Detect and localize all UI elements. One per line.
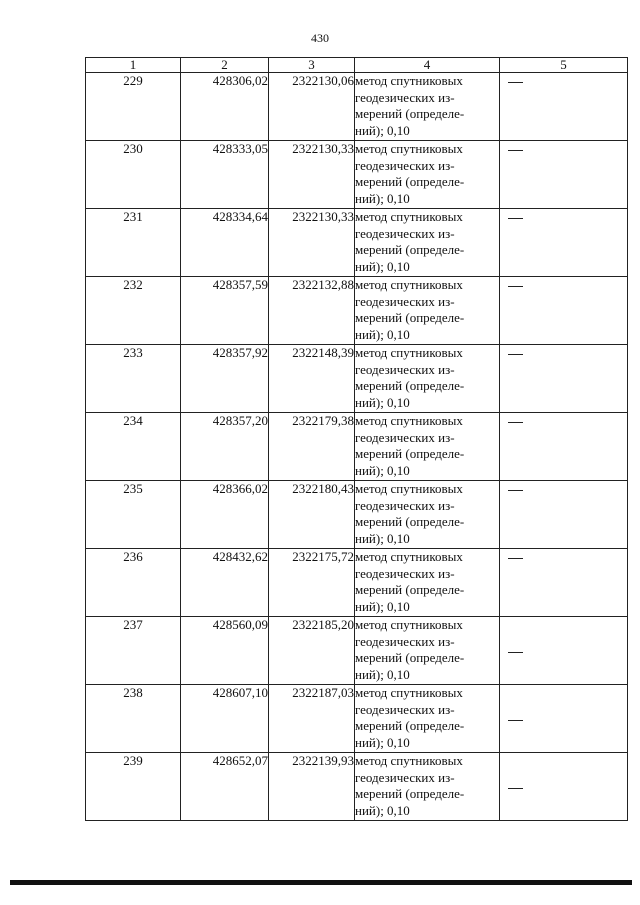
method-cell xyxy=(355,277,500,345)
note-cell xyxy=(500,617,628,685)
method-cell xyxy=(355,73,500,141)
method-cell xyxy=(355,549,500,617)
bottom-rule xyxy=(10,880,632,885)
method-line: геодезических из- xyxy=(355,89,455,105)
column-header-5: 5 xyxy=(500,58,628,73)
note-cell xyxy=(500,413,628,481)
method-line: мерений (определе- xyxy=(355,718,465,733)
dash-mark xyxy=(508,558,523,559)
point-number-cell: 235 xyxy=(86,481,181,549)
method-line: мерений (определе- xyxy=(355,174,465,189)
method-line: метод спутниковых xyxy=(355,413,463,428)
point-number-cell: 239 xyxy=(86,753,181,821)
point-number-cell: 236 xyxy=(86,549,181,617)
method-line: метод спутниковых xyxy=(355,345,463,360)
y-coordinate-cell: 2322130,33 xyxy=(269,141,355,209)
point-number-cell: 237 xyxy=(86,617,181,685)
method-line: геодезических из- xyxy=(355,633,455,649)
method-line: мерений (определе- xyxy=(355,310,465,325)
note-cell xyxy=(500,753,628,821)
note-cell xyxy=(500,685,628,753)
table-row xyxy=(86,141,628,209)
column-header-4: 4 xyxy=(355,58,500,73)
dash-mark xyxy=(508,788,523,789)
method-line: геодезических из- xyxy=(355,293,455,309)
method-line: ний); 0,10 xyxy=(355,190,410,206)
dash-mark xyxy=(508,720,523,721)
method-cell xyxy=(355,209,500,277)
x-coordinate-cell: 428432,62 xyxy=(181,549,269,617)
method-line: мерений (определе- xyxy=(355,514,465,529)
point-number-cell: 234 xyxy=(86,413,181,481)
point-number-cell: 231 xyxy=(86,209,181,277)
method-line: геодезических из- xyxy=(355,701,455,717)
method-line: ний); 0,10 xyxy=(355,394,410,410)
method-line: метод спутниковых xyxy=(355,73,463,88)
table-row xyxy=(86,685,628,753)
note-cell xyxy=(500,209,628,277)
method-cell xyxy=(355,345,500,413)
note-cell xyxy=(500,73,628,141)
dash-mark xyxy=(508,82,523,83)
x-coordinate-cell: 428357,20 xyxy=(181,413,269,481)
dash-mark xyxy=(508,286,523,287)
y-coordinate-cell: 2322148,39 xyxy=(269,345,355,413)
point-number-cell: 230 xyxy=(86,141,181,209)
table-header xyxy=(86,58,628,73)
x-coordinate-cell: 428652,07 xyxy=(181,753,269,821)
method-line: мерений (определе- xyxy=(355,650,465,665)
coordinates-table xyxy=(85,57,628,821)
x-coordinate-cell: 428357,92 xyxy=(181,345,269,413)
method-line: геодезических из- xyxy=(355,497,455,513)
y-coordinate-cell: 2322130,33 xyxy=(269,209,355,277)
method-line: ний); 0,10 xyxy=(355,666,410,682)
x-coordinate-cell: 428333,05 xyxy=(181,141,269,209)
y-coordinate-cell: 2322180,43 xyxy=(269,481,355,549)
method-cell xyxy=(355,685,500,753)
method-line: метод спутниковых xyxy=(355,617,463,632)
dash-mark xyxy=(508,218,523,219)
y-coordinate-cell: 2322139,93 xyxy=(269,753,355,821)
dash-mark xyxy=(508,422,523,423)
dash-mark xyxy=(508,150,523,151)
method-line: ний); 0,10 xyxy=(355,530,410,546)
method-cell xyxy=(355,141,500,209)
method-cell xyxy=(355,753,500,821)
table-row xyxy=(86,73,628,141)
x-coordinate-cell: 428560,09 xyxy=(181,617,269,685)
note-cell xyxy=(500,345,628,413)
method-line: ний); 0,10 xyxy=(355,598,410,614)
method-line: геодезических из- xyxy=(355,157,455,173)
note-cell xyxy=(500,549,628,617)
x-coordinate-cell: 428357,59 xyxy=(181,277,269,345)
column-header-2: 2 xyxy=(181,58,269,73)
table-row xyxy=(86,481,628,549)
method-line: мерений (определе- xyxy=(355,106,465,121)
method-line: геодезических из- xyxy=(355,225,455,241)
method-cell xyxy=(355,481,500,549)
x-coordinate-cell: 428334,64 xyxy=(181,209,269,277)
method-line: мерений (определе- xyxy=(355,446,465,461)
table-row xyxy=(86,277,628,345)
y-coordinate-cell: 2322130,06 xyxy=(269,73,355,141)
x-coordinate-cell: 428607,10 xyxy=(181,685,269,753)
method-line: мерений (определе- xyxy=(355,242,465,257)
y-coordinate-cell: 2322185,20 xyxy=(269,617,355,685)
method-line: геодезических из- xyxy=(355,565,455,581)
method-line: метод спутниковых xyxy=(355,141,463,156)
y-coordinate-cell: 2322132,88 xyxy=(269,277,355,345)
column-header-3: 3 xyxy=(269,58,355,73)
note-cell xyxy=(500,141,628,209)
table-row xyxy=(86,413,628,481)
note-cell xyxy=(500,277,628,345)
method-line: ний); 0,10 xyxy=(355,462,410,478)
table-row xyxy=(86,209,628,277)
table-body xyxy=(86,73,628,821)
point-number-cell: 238 xyxy=(86,685,181,753)
method-line: мерений (определе- xyxy=(355,378,465,393)
method-line: мерений (определе- xyxy=(355,786,465,801)
method-line: ний); 0,10 xyxy=(355,258,410,274)
point-number-cell: 233 xyxy=(86,345,181,413)
method-line: мерений (определе- xyxy=(355,582,465,597)
method-cell xyxy=(355,617,500,685)
x-coordinate-cell: 428306,02 xyxy=(181,73,269,141)
point-number-cell: 229 xyxy=(86,73,181,141)
column-header-1: 1 xyxy=(86,58,181,73)
method-line: ний); 0,10 xyxy=(355,802,410,818)
dash-mark xyxy=(508,354,523,355)
method-line: метод спутниковых xyxy=(355,753,463,768)
method-line: ний); 0,10 xyxy=(355,326,410,342)
table-row xyxy=(86,549,628,617)
method-cell xyxy=(355,413,500,481)
method-line: метод спутниковых xyxy=(355,685,463,700)
page-number: 430 xyxy=(311,31,329,45)
point-number-cell: 232 xyxy=(86,277,181,345)
method-line: геодезических из- xyxy=(355,769,455,785)
note-cell xyxy=(500,481,628,549)
method-line: ний); 0,10 xyxy=(355,122,410,138)
header-row xyxy=(86,58,628,73)
table-row xyxy=(86,345,628,413)
x-coordinate-cell: 428366,02 xyxy=(181,481,269,549)
table-row xyxy=(86,753,628,821)
method-line: метод спутниковых xyxy=(355,549,463,564)
method-line: метод спутниковых xyxy=(355,209,463,224)
method-line: геодезических из- xyxy=(355,429,455,445)
method-line: метод спутниковых xyxy=(355,277,463,292)
dash-mark xyxy=(508,490,523,491)
method-line: геодезических из- xyxy=(355,361,455,377)
y-coordinate-cell: 2322179,38 xyxy=(269,413,355,481)
method-line: метод спутниковых xyxy=(355,481,463,496)
method-line: ний); 0,10 xyxy=(355,734,410,750)
dash-mark xyxy=(508,652,523,653)
y-coordinate-cell: 2322187,03 xyxy=(269,685,355,753)
y-coordinate-cell: 2322175,72 xyxy=(269,549,355,617)
table-row xyxy=(86,617,628,685)
